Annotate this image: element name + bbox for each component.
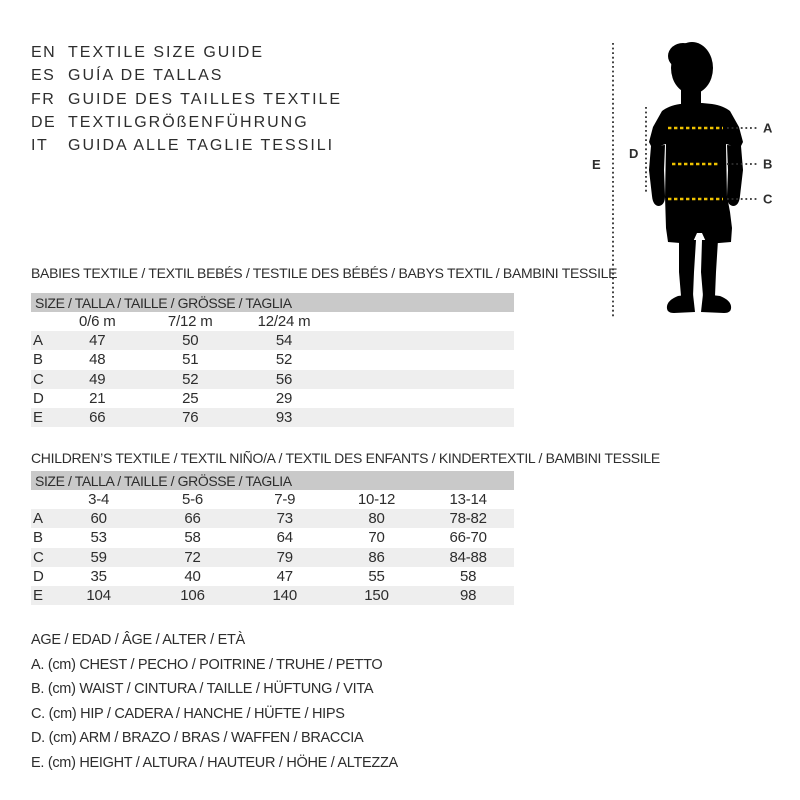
value-cell: 106 (180, 587, 205, 605)
babies-table-title: BABIES TEXTILE / TEXTIL BEBÉS / TESTILE DES BÉBÉS / BABYS TEXTIL / BAMBINI TESSILE (31, 265, 618, 281)
row-label: E (33, 409, 43, 427)
value-cell: 21 (89, 390, 106, 408)
label-d: D (629, 146, 639, 161)
language-row-de (31, 111, 342, 134)
value-cell: 50 (182, 332, 199, 350)
language-row-it (31, 134, 342, 157)
language-code: FR (31, 90, 56, 108)
child-silhouette-icon (649, 42, 743, 313)
legend-age: AGE / EDAD / ÂGE / ALTER / ETÀ (31, 632, 245, 648)
row-label: C (33, 548, 44, 566)
guide-title: GUIDA ALLE TAGLIE TESSILI (68, 137, 335, 154)
value-cell: 52 (275, 351, 293, 369)
value-cell: 78-82 (449, 510, 487, 528)
value-cell: 48 (89, 351, 106, 369)
value-cell: 76 (182, 409, 199, 427)
value-cell: 58 (184, 529, 201, 547)
guide-title: GUÍA DE TALLAS (68, 67, 224, 85)
label-b: B (763, 156, 773, 172)
label-c: C (763, 191, 773, 207)
value-cell: 53 (90, 529, 107, 547)
value-cell: 29 (275, 390, 293, 408)
legend-hip: C. (cm) HIP / CADERA / HANCHE / HÜFTE / HIPS (31, 705, 345, 722)
label-a: A (763, 120, 773, 136)
value-cell: 59 (90, 548, 107, 566)
row-label: A (33, 510, 43, 528)
value-cell: 70 (368, 529, 385, 547)
value-cell: 93 (275, 409, 293, 427)
value-cell: 73 (276, 510, 293, 528)
table-row-d (31, 389, 514, 408)
table-row-a (31, 509, 514, 528)
value-cell: 49 (89, 370, 106, 388)
guide-title: GUIDE DES TAILLES TEXTILE (68, 90, 343, 108)
value-cell: 47 (89, 332, 106, 350)
column-header: 12/24 m (257, 313, 311, 330)
language-code: DE (31, 113, 57, 131)
size-header-bar (31, 471, 514, 490)
value-cell: 55 (368, 568, 385, 586)
row-label: D (33, 568, 44, 586)
column-header: 0/6 m (78, 313, 116, 330)
value-cell: 58 (459, 568, 477, 586)
value-cell: 52 (182, 370, 199, 388)
size-header-bar (31, 293, 514, 312)
table-row-b (31, 350, 514, 369)
value-cell: 60 (90, 510, 107, 528)
measurement-figure (580, 30, 790, 330)
value-cell: 66 (184, 510, 201, 528)
child-measurement-diagram (580, 30, 790, 330)
value-cell: 51 (182, 351, 199, 369)
value-cell: 35 (90, 568, 107, 586)
column-header: 3-4 (88, 491, 110, 508)
children-table-title: CHILDREN’S TEXTILE / TEXTIL NIÑO/A / TEXTIL DES ENFANTS / KINDERTEXTIL / BAMBINI TESSILE (31, 450, 660, 466)
value-cell: 79 (276, 548, 293, 566)
language-code: EN (31, 44, 57, 61)
column-header: 5-6 (181, 491, 204, 508)
language-code: IT (31, 137, 49, 154)
value-cell: 84-88 (449, 548, 487, 566)
table-row-d (31, 567, 514, 586)
table-row-b (31, 528, 514, 547)
column-header: 7/12 m (167, 313, 213, 330)
value-cell: 66 (89, 409, 106, 427)
row-label: B (33, 351, 43, 369)
legend-arm: D. (cm) ARM / BRAZO / BRAS / WAFFEN / BRACCIA (31, 730, 364, 746)
babies-column-header-row (31, 312, 514, 331)
value-cell: 104 (86, 587, 111, 605)
language-row-en (31, 41, 342, 64)
guide-title: TEXTILE SIZE GUIDE (68, 44, 265, 61)
value-cell: 64 (276, 529, 293, 547)
value-cell: 40 (184, 568, 201, 586)
measurement-legend (31, 628, 398, 775)
legend-height: E. (cm) HEIGHT / ALTURA / HAUTEUR / HÖHE / ALTEZZA (31, 754, 398, 771)
table-row-c (31, 548, 514, 567)
babies-size-table (31, 265, 618, 427)
value-cell: 140 (272, 587, 297, 605)
column-header: 7-9 (274, 491, 296, 508)
value-cell: 98 (459, 587, 477, 605)
language-code: ES (31, 67, 56, 85)
children-column-header-row (31, 490, 514, 509)
row-label: C (33, 370, 44, 388)
children-size-table (31, 450, 660, 605)
row-label: E (33, 587, 43, 605)
value-cell: 47 (276, 568, 293, 586)
size-header-label: SIZE / TALLA / TAILLE / GRÖSSE / TAGLIA (35, 294, 292, 311)
table-row-c (31, 370, 514, 389)
value-cell: 66-70 (449, 529, 487, 547)
table-row-e (31, 408, 514, 427)
column-header: 10-12 (357, 491, 396, 508)
table-row-e (31, 586, 514, 605)
guide-title: TEXTILGRÖßENFÜHRUNG (68, 113, 309, 131)
value-cell: 80 (368, 510, 385, 528)
table-row-a (31, 331, 514, 350)
column-header: 13-14 (449, 491, 487, 508)
label-e: E (592, 157, 601, 172)
legend-waist: B. (cm) WAIST / CINTURA / TAILLE / HÜFTUNG / VITA (31, 681, 374, 697)
language-row-fr (31, 88, 342, 111)
value-cell: 56 (275, 370, 293, 388)
row-label: B (33, 529, 43, 547)
value-cell: 86 (368, 548, 385, 566)
value-cell: 150 (364, 587, 389, 605)
value-cell: 72 (184, 548, 201, 566)
value-cell: 25 (182, 390, 199, 408)
language-row-es (31, 64, 342, 87)
legend-chest: A. (cm) CHEST / PECHO / POITRINE / TRUHE / PETTO (31, 656, 383, 673)
language-header (31, 41, 342, 157)
row-label: A (33, 332, 43, 350)
value-cell: 54 (275, 332, 293, 350)
row-label: D (33, 390, 44, 408)
size-header-label: SIZE / TALLA / TAILLE / GRÖSSE / TAGLIA (35, 472, 292, 489)
